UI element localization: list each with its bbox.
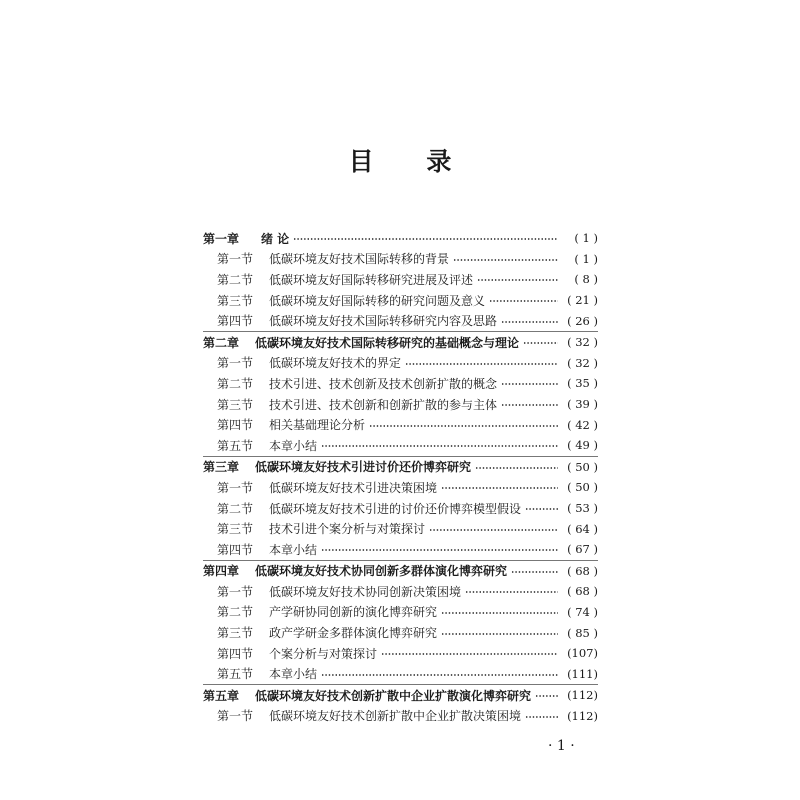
page-reference: ( 67 )	[567, 542, 598, 557]
toc-chapter-entry	[203, 331, 598, 353]
toc-section-entry	[203, 602, 598, 623]
page-reference: (112)	[567, 708, 598, 723]
section-number: 第四节	[217, 646, 254, 661]
toc-section-entry	[203, 622, 598, 643]
dot-leader	[477, 279, 558, 281]
section-title: 低碳环境友好技术国际转移的背景	[269, 252, 450, 267]
dot-leader	[293, 238, 558, 240]
dot-leader	[429, 529, 558, 531]
section-number: 第四节	[217, 542, 254, 557]
toc-section-entry	[203, 435, 598, 456]
dot-leader	[369, 425, 558, 427]
section-title: 个案分析与对策探讨	[269, 646, 378, 661]
page-number: · 1 ·	[548, 738, 575, 754]
dot-leader	[381, 653, 558, 655]
section-number: 第二节	[217, 272, 254, 287]
section-number: 第五节	[217, 667, 254, 682]
section-number: 第五节	[217, 438, 254, 453]
section-number: 第一节	[217, 356, 254, 371]
toc-section-entry	[203, 518, 598, 539]
dot-leader	[453, 259, 558, 261]
page-title: 目 录	[348, 147, 474, 176]
page-reference: ( 32 )	[567, 335, 598, 350]
dot-leader	[321, 445, 558, 447]
section-number: 第四节	[217, 418, 254, 433]
toc-section-entry	[203, 498, 598, 519]
dot-leader	[511, 571, 558, 573]
page-reference: ( 53 )	[567, 501, 598, 516]
section-number: 第一节	[217, 480, 254, 495]
section-title: 低碳环境友好国际转移研究进展及评述	[269, 272, 474, 287]
toc-section-entry	[203, 373, 598, 394]
section-number: 第二节	[217, 376, 254, 391]
section-title: 本章小结	[269, 438, 318, 453]
toc-section-entry	[203, 290, 598, 311]
page-reference: ( 8 )	[574, 272, 598, 287]
section-number: 第一节	[217, 584, 254, 599]
page-reference: ( 42 )	[567, 417, 598, 432]
page-reference: ( 1 )	[574, 231, 598, 246]
toc-section-entry	[203, 539, 598, 560]
dot-leader	[405, 363, 558, 365]
section-title: 技术引进个案分析与对策探讨	[269, 522, 426, 537]
section-number: 第二节	[217, 605, 254, 620]
section-number: 第三节	[217, 293, 254, 308]
section-number: 第四节	[217, 314, 254, 329]
section-title: 技术引进、技术创新和创新扩散的参与主体	[269, 397, 498, 412]
toc-section-entry	[203, 394, 598, 415]
page-reference: ( 68 )	[567, 563, 598, 578]
toc-chapter-entry	[203, 684, 598, 706]
dot-leader	[489, 300, 558, 302]
page-reference: ( 21 )	[567, 293, 598, 308]
toc-section-entry	[203, 706, 598, 727]
page-reference: ( 74 )	[567, 604, 598, 619]
toc-section-entry	[203, 249, 598, 270]
page-reference: ( 32 )	[567, 355, 598, 370]
chapter-number: 第三章	[203, 460, 240, 475]
page-reference: (107)	[567, 646, 598, 661]
section-title: 产学研协同创新的演化博弈研究	[269, 605, 438, 620]
section-title: 本章小结	[269, 667, 318, 682]
toc-section-entry	[203, 269, 598, 290]
section-title: 低碳环境友好技术的界定	[269, 356, 402, 371]
page-reference: ( 50 )	[567, 459, 598, 474]
section-title: 相关基础理论分析	[269, 418, 366, 433]
toc-chapter-entry	[203, 228, 598, 249]
section-title: 低碳环境友好技术引进决策困境	[269, 480, 438, 495]
section-title: 技术引进、技术创新及技术创新扩散的概念	[269, 376, 498, 391]
page-reference: ( 26 )	[567, 313, 598, 328]
chapter-number: 第五章	[203, 688, 240, 703]
chapter-title: 绪 论	[261, 231, 290, 246]
page-reference: (111)	[567, 666, 598, 681]
toc-section-entry	[203, 310, 598, 331]
page-reference: (112)	[567, 688, 598, 703]
toc-section-entry	[203, 581, 598, 602]
toc-section-entry	[203, 414, 598, 435]
section-number: 第一节	[217, 252, 254, 267]
section-title: 低碳环境友好技术协同创新决策困境	[269, 584, 462, 599]
chapter-title: 低碳环境友好技术协同创新多群体演化博弈研究	[255, 564, 508, 579]
chapter-title: 低碳环境友好技术国际转移研究的基础概念与理论	[255, 335, 520, 350]
dot-leader	[475, 467, 558, 469]
page-reference: ( 1 )	[574, 251, 598, 266]
page-reference: ( 85 )	[567, 625, 598, 640]
toc-chapter-entry	[203, 560, 598, 582]
section-title: 低碳环境友好技术引进的讨价还价博弈模型假设	[269, 501, 522, 516]
dot-leader	[501, 404, 558, 406]
dot-leader	[523, 342, 558, 344]
page-reference: ( 35 )	[567, 376, 598, 391]
section-title: 低碳环境友好国际转移的研究问题及意义	[269, 293, 486, 308]
dot-leader	[441, 633, 558, 635]
section-title: 政产学研金多群体演化博弈研究	[269, 626, 438, 641]
chapter-number: 第一章	[203, 231, 240, 246]
chapter-number: 第四章	[203, 564, 240, 579]
section-number: 第三节	[217, 626, 254, 641]
toc-section-entry	[203, 353, 598, 374]
chapter-title: 低碳环境友好技术引进讨价还价博弈研究	[255, 460, 472, 475]
page-reference: ( 39 )	[567, 397, 598, 412]
section-number: 第三节	[217, 397, 254, 412]
section-title: 低碳环境友好技术创新扩散中企业扩散决策困境	[269, 709, 522, 724]
section-title: 本章小结	[269, 542, 318, 557]
page-reference: ( 49 )	[567, 438, 598, 453]
section-number: 第一节	[217, 709, 254, 724]
toc-section-entry	[203, 663, 598, 684]
table-of-contents	[203, 228, 598, 726]
dot-leader	[501, 321, 558, 323]
toc-section-entry	[203, 643, 598, 664]
section-number: 第二节	[217, 501, 254, 516]
chapter-title: 低碳环境友好技术创新扩散中企业扩散演化博弈研究	[255, 688, 532, 703]
dot-leader	[465, 591, 558, 593]
dot-leader	[525, 716, 558, 718]
dot-leader	[535, 695, 558, 697]
dot-leader	[321, 549, 558, 551]
dot-leader	[441, 612, 558, 614]
dot-leader	[525, 508, 558, 510]
dot-leader	[501, 383, 558, 385]
page-reference: ( 50 )	[567, 480, 598, 495]
dot-leader	[441, 487, 558, 489]
toc-section-entry	[203, 477, 598, 498]
section-number: 第三节	[217, 522, 254, 537]
page-reference: ( 68 )	[567, 584, 598, 599]
toc-chapter-entry	[203, 456, 598, 478]
dot-leader	[321, 674, 558, 676]
chapter-number: 第二章	[203, 335, 240, 350]
section-title: 低碳环境友好技术国际转移研究内容及思路	[269, 314, 498, 329]
page-reference: ( 64 )	[567, 521, 598, 536]
